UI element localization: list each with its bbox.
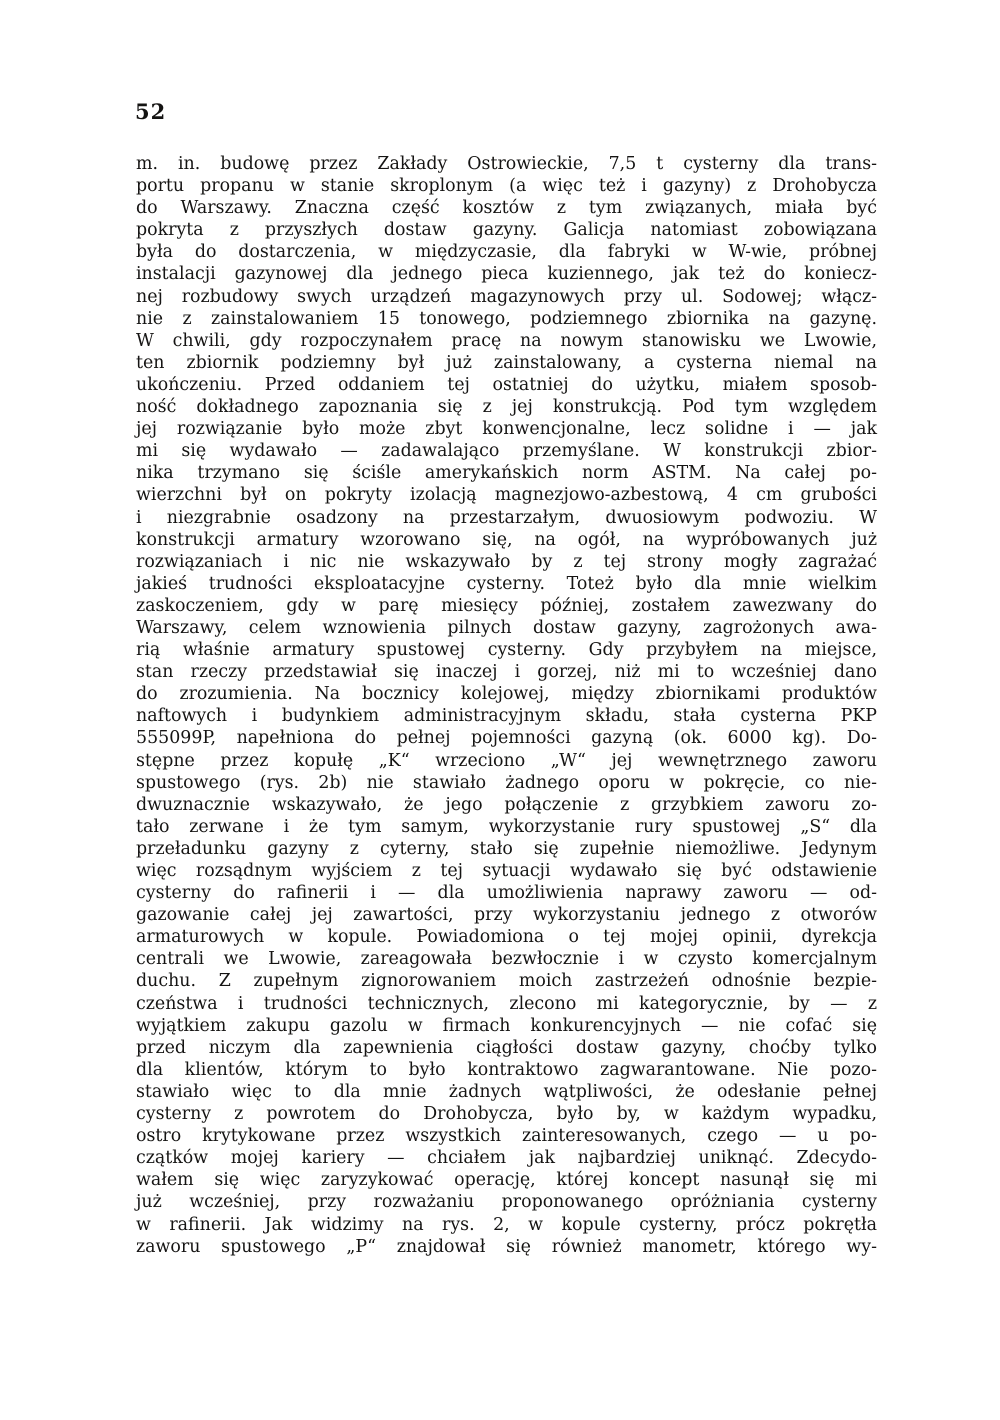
body-text-block xyxy=(136,153,877,1258)
text-line: Warszawy, celem wznowienia pilnych dostaw gazyny, zagrożonych awa- xyxy=(136,617,877,638)
text-line: jakieś trudności eksploatacyjne cysterny. Toteż było dla mnie wielkim xyxy=(136,573,877,594)
text-line: do Warszawy. Znaczna część kosztów z tym związanych, miała być xyxy=(136,198,877,219)
text-line: wałem się więc zaryzykować operację, której koncept nasunął się mi xyxy=(136,1170,877,1191)
text-line: portu propanu w stanie skroplonym (a więc też i gazyny) z Drohobycza xyxy=(136,176,877,197)
text-line: przed niczym dla zapewnienia ciągłości dostaw gazyny, choćby tylko xyxy=(136,1037,877,1058)
text-line: wyjątkiem zakupu gazolu w firmach konkurencyjnych — nie cofać się xyxy=(136,1015,877,1036)
text-line: instalacji gazynowej dla jednego pieca kuziennego, jak też do koniecz- xyxy=(136,264,877,285)
text-line: nika trzymano się ściśle amerykańskich norm ASTM. Na całej po- xyxy=(136,463,877,484)
text-line: naftowych i budynkiem administracyjnym składu, stała cysterna PKP xyxy=(136,706,877,727)
text-line: rozwiązaniach i nic nie wskazywało by z tej strony mogły zagrażać xyxy=(136,551,877,572)
text-line: stępne przez kopułę „K“ wrzeciono „W“ jej wewnętrznego zaworu xyxy=(136,750,877,771)
text-line: czeństwa i trudności technicznych, zlecono mi kategorycznie, by — z xyxy=(136,993,877,1014)
text-line: ostro krytykowane przez wszystkich zainteresowanych, czego — u po- xyxy=(136,1126,877,1147)
text-line: stawiało więc to dla mnie żadnych wątpliwości, że odesłanie pełnej xyxy=(136,1081,877,1102)
text-line: czątków mojej kariery — chciałem jak najbardziej uniknąć. Zdecydo- xyxy=(136,1148,877,1169)
text-line: do zrozumienia. Na bocznicy kolejowej, między zbiornikami produktów xyxy=(136,684,877,705)
text-line: 555099P, napełniona do pełnej pojemności gazyną (ok. 6000 kg). Do- xyxy=(136,728,877,749)
text-line: gazowanie całej jej zawartości, przy wykorzystaniu jednego z otworów xyxy=(136,905,877,926)
text-line: armaturowych w kopule. Powiadomiona o tej mojej opinii, dyrekcja xyxy=(136,927,877,948)
text-line: ten zbiornik podziemny był już zainstalowany, a cysterna niemal na xyxy=(136,352,877,373)
text-line: dwuznacznie wskazywało, że jego połączenie z grzybkiem zaworu zo- xyxy=(136,794,877,815)
text-line: cysterny do rafinerii i — dla umożliwienia naprawy zaworu — od- xyxy=(136,883,877,904)
text-line: więc rozsądnym wyjściem z tej sytuacji wydawało się być odstawienie xyxy=(136,861,877,881)
text-line: centrali we Lwowie, zareagowała bezwłocznie i w czysto komercjalnym xyxy=(136,949,877,970)
text-line: tało zerwane i że tym samym, wykorzystanie rury spustowej „S“ dla xyxy=(136,816,877,837)
page-number: 52 xyxy=(135,99,167,124)
text-line: spustowego (rys. 2b) nie stawiało żadnego oporu w pokręcie, co nie- xyxy=(136,772,877,793)
text-line: mi się wydawało — zadawalająco przemyślane. W konstrukcji zbior- xyxy=(136,441,877,462)
text-line: stan rzeczy przedstawiał się inaczej i gorzej, niż mi to wcześniej dano xyxy=(136,662,877,683)
text-line: rią właśnie armatury spustowej cysterny. Gdy przybyłem na miejsce, xyxy=(136,640,877,661)
text-line: konstrukcji armatury wzorowano się, na ogół, na wypróbowanych już xyxy=(136,529,877,550)
text-line: nej rozbudowy swych urządzeń magazynowych przy ul. Sodowej; włącz- xyxy=(136,286,877,307)
text-line: wierzchni był on pokryty izolacją magnezjowo-azbestową, 4 cm grubości xyxy=(136,485,877,506)
text-line: i niezgrabnie osadzony na przestarzałym, dwuosiowym podwoziu. W xyxy=(136,507,877,528)
text-line: nie z zainstalowaniem 15 tonowego, podziemnego zbiornika na gazynę. xyxy=(136,308,877,329)
text-line: ukończeniu. Przed oddaniem tej ostatniej do użytku, miałem sposob- xyxy=(136,374,877,395)
text-line: w rafinerii. Jak widzimy na rys. 2, w kopule cysterny, prócz pokrętła xyxy=(136,1214,877,1235)
text-line: W chwili, gdy rozpoczynałem pracę na nowym stanowisku we Lwowie, xyxy=(136,330,877,351)
text-line: pokryta z przyszłych dostaw gazyny. Galicja natomiast zobowiązana xyxy=(136,220,877,241)
text-line: m. in. budowę przez Zakłady Ostrowieckie, 7,5 t cysterny dla trans- xyxy=(136,154,877,174)
text-line: cysterny z powrotem do Drohobycza, było by, w każdym wypadku, xyxy=(136,1104,877,1125)
text-line: ność dokładnego zapoznania się z jej konstrukcją. Pod tym względem xyxy=(136,397,877,418)
text-line: już wcześniej, przy rozważaniu proponowanego opróżniania cysterny xyxy=(136,1192,877,1213)
text-line: zaworu spustowego „P“ znajdował się również manometr, którego wy- xyxy=(136,1236,877,1257)
text-line: była do dostarczenia, w międzyczasie, dla fabryki w W-wie, próbnej xyxy=(136,242,877,263)
text-line: duchu. Z zupełnym zignorowaniem moich zastrzeżeń odnośnie bezpie- xyxy=(136,971,877,992)
text-line: zaskoczeniem, gdy w parę miesięcy później, zostałem zawezwany do xyxy=(136,595,877,616)
text-line: jej rozwiązanie było może zbyt konwencjonalne, lecz solidne i — jak xyxy=(136,419,877,440)
text-line: przeładunku gazyny z cyterny, stało się zupełnie niemożliwe. Jedynym xyxy=(136,838,877,859)
text-line: dla klientów, którym to było kontraktowo zagwarantowane. Nie pozo- xyxy=(136,1059,877,1080)
